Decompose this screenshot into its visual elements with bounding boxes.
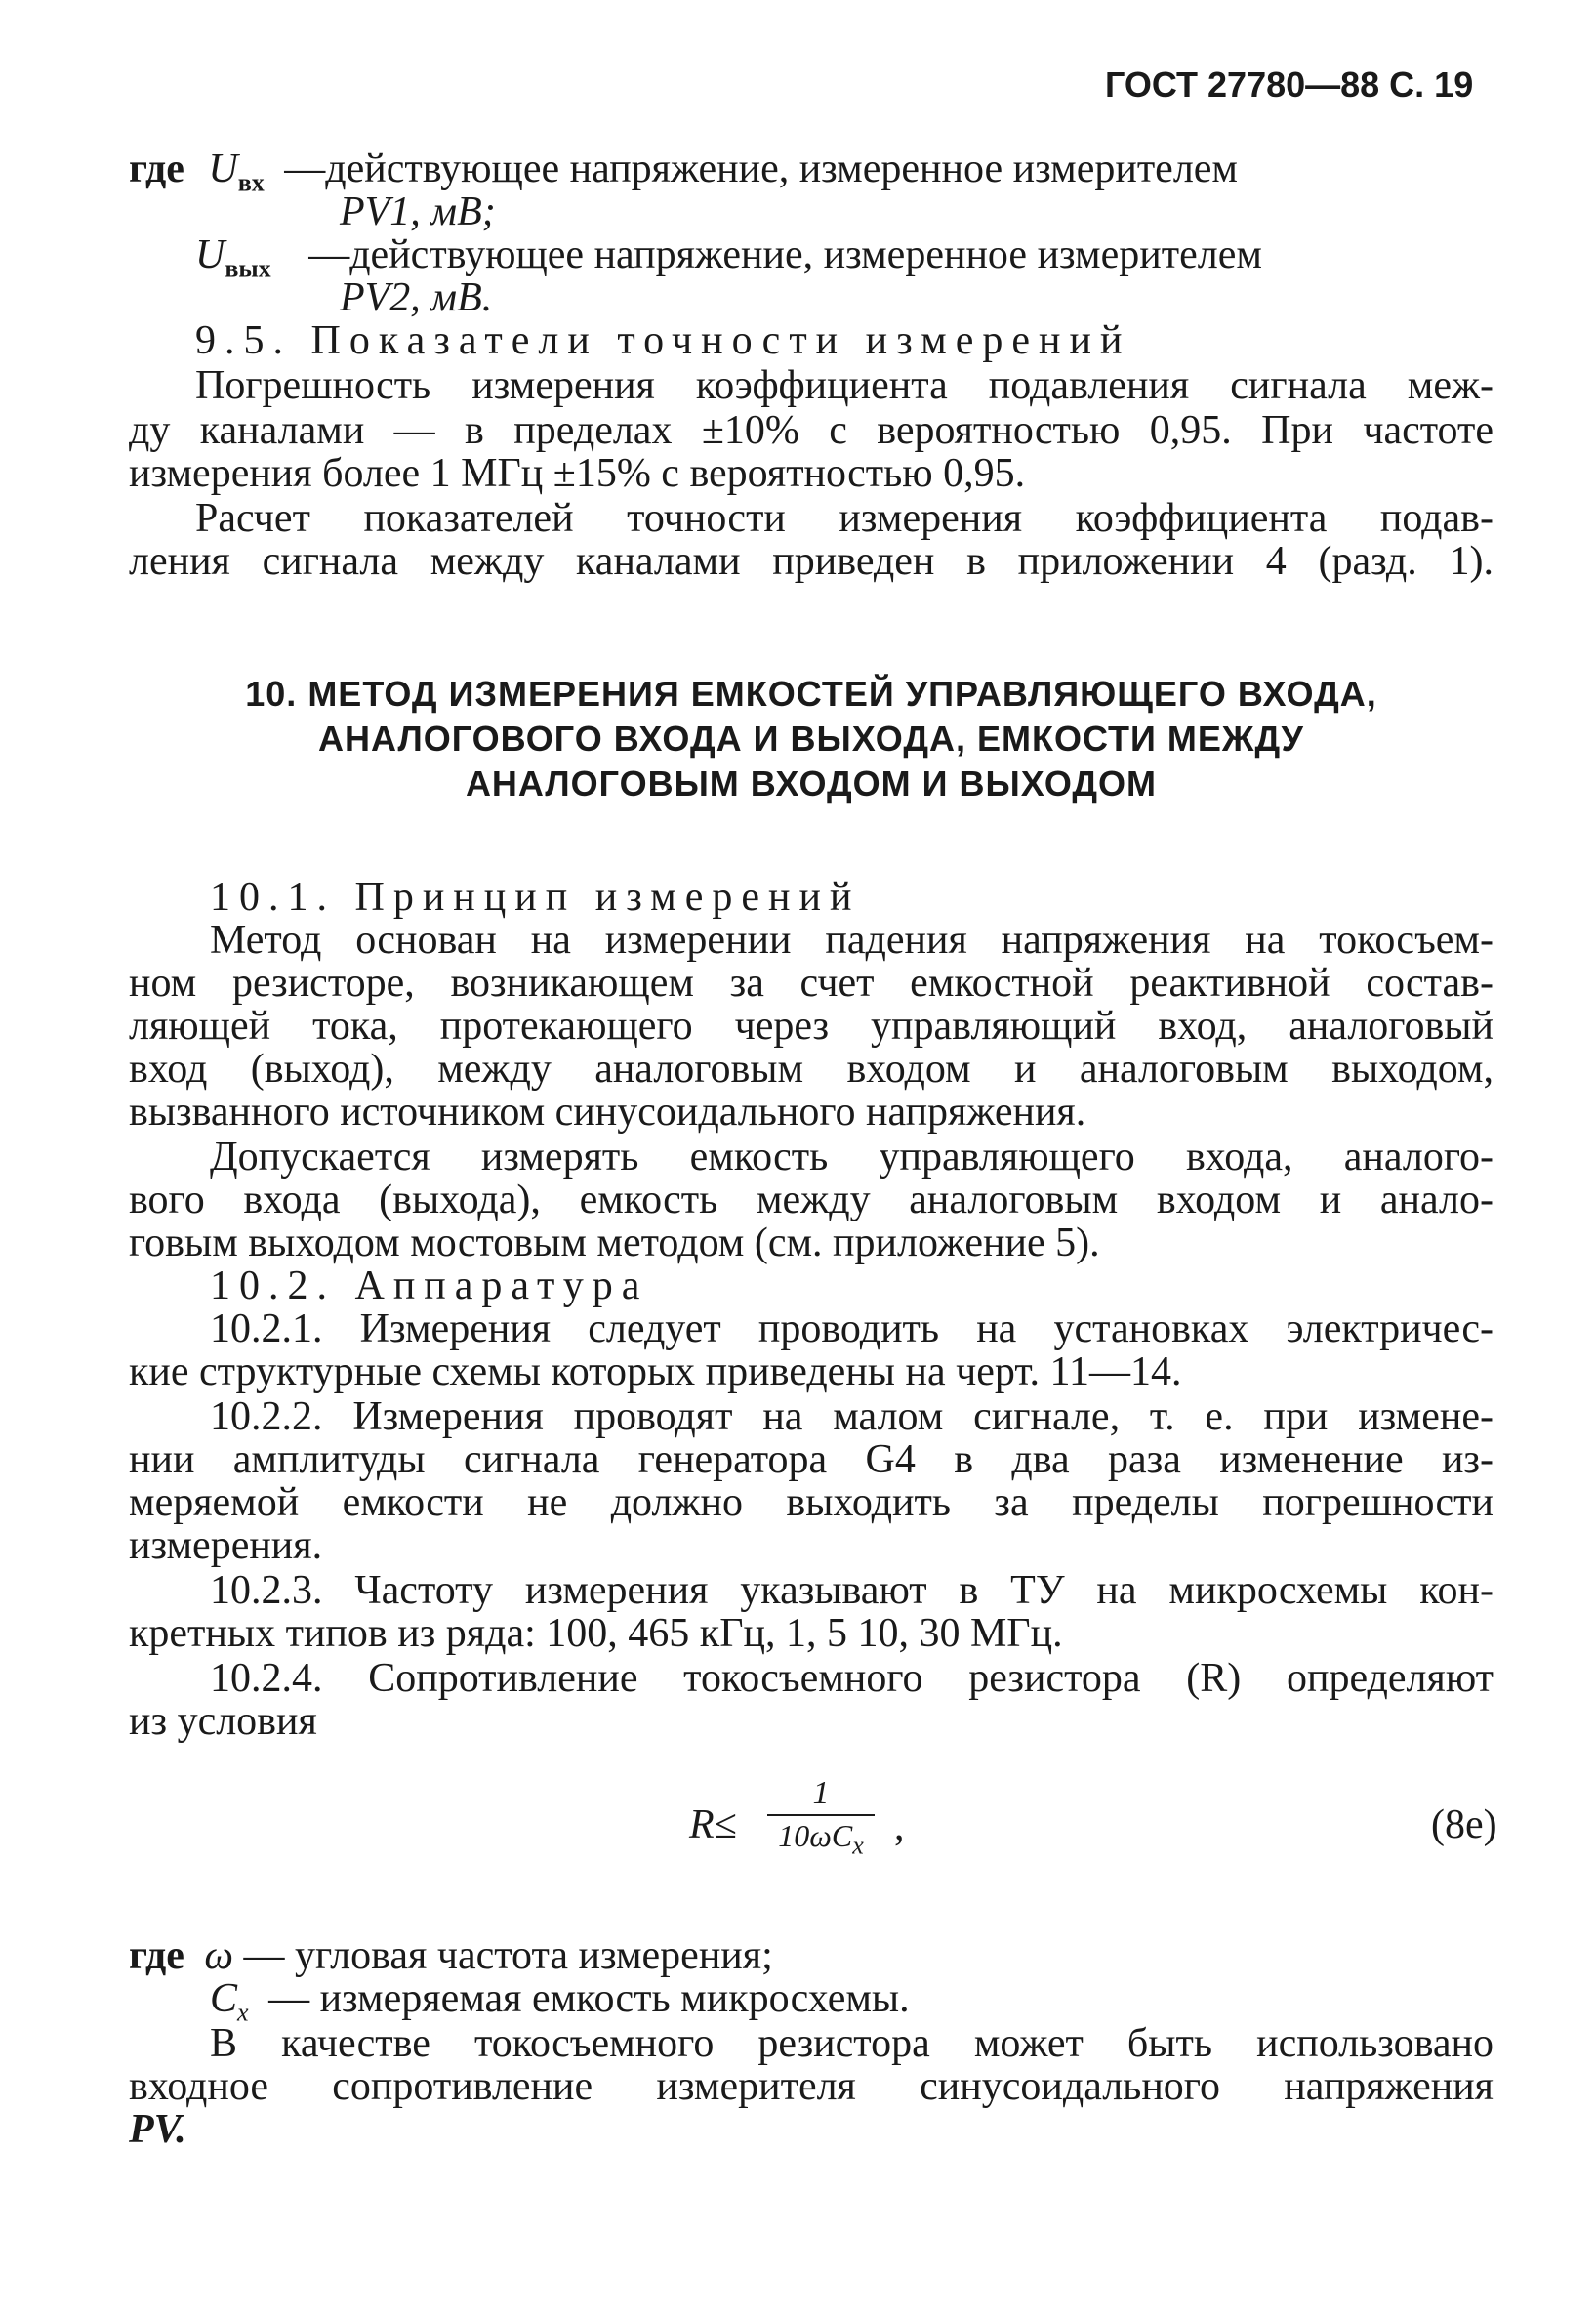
section-10-2-line: измерения. — [129, 1523, 323, 1568]
section-9-5-line: измерения более 1 МГц ±15% с вероятностью 0,95. — [129, 451, 1026, 496]
symbol-omega: ω — [204, 1933, 234, 1978]
section-10-2-line: 10.2.4. Сопротивление токосъемного резистора (R) определяют — [210, 1656, 1494, 1701]
final-para-line: В качестве токосъемного резистора может быть использовано — [210, 2021, 1494, 2066]
definition-uvyx-cont: PV2, мВ. — [340, 275, 493, 320]
definition-omega — [129, 1933, 773, 1978]
definition-uvx-cont: PV1, мВ; — [340, 189, 496, 234]
section-10-1-line: вход (выход), между аналоговым входом и аналоговым выходом, — [129, 1047, 1494, 1092]
definition-dash: — — [308, 232, 350, 277]
formula-trail: , — [894, 1804, 905, 1849]
section-10-1-title: 10.1. Принцип измерений — [210, 875, 861, 920]
symbol-subscript: вх — [237, 168, 265, 197]
section-10-2-title: 10.2. Аппаратура — [210, 1263, 649, 1308]
definition-lead: где — [129, 146, 184, 191]
section-10-2-line: нии амплитуды сигнала генератора G4 в два раза изменение из- — [129, 1437, 1494, 1482]
definition-dash: — — [284, 146, 326, 191]
section-9-5-title: 9.5. Показатели точности измерений — [195, 318, 1131, 363]
definition-text: действующее напряжение, измеренное измерителем — [325, 146, 1238, 191]
definition-text: действующее напряжение, измеренное измерителем — [349, 232, 1262, 277]
symbol-subscript: вых — [225, 254, 271, 283]
final-para-line: PV. — [129, 2107, 186, 2152]
section-10-1-line: говым выходом мостовым методом (см. приложение 5). — [129, 1221, 1100, 1265]
symbol-u: U — [195, 232, 225, 277]
section-9-5-line: Расчет показателей точности измерения коэффициента подав- — [195, 496, 1494, 541]
running-header: ГОСТ 27780—88 С. 19 — [1105, 64, 1474, 104]
section-10-1-line: ном резисторе, возникающем за счет емкостной реактивной состав- — [129, 961, 1494, 1006]
formula-denominator-sub: x — [852, 1831, 864, 1860]
section-10-2-line: кие структурные схемы которых приведены на черт. 11—14. — [129, 1349, 1182, 1394]
section-9-5-line: Погрешность измерения коэффициента подавления сигнала меж- — [195, 363, 1494, 408]
formula-lhs: R≤ — [689, 1802, 737, 1847]
section-10-1-line: Метод основан на измерении падения напряжения на токосъем- — [210, 918, 1494, 963]
section-9-5-line: ду каналами — в пределах ±10% с вероятностью 0,95. При частоте — [129, 408, 1494, 453]
formula-denominator-text: 10ωC — [778, 1818, 853, 1853]
section-10-heading-line: АНАЛОГОВОГО ВХОДА И ВЫХОДА, ЕМКОСТИ МЕЖДУ — [318, 719, 1304, 759]
section-10-1-line: Допускается измерять емкость управляющего входа, аналого- — [210, 1135, 1494, 1179]
formula-numerator: 1 — [812, 1775, 830, 1811]
section-10-1-line: вызванного источником синусоидального напряжения. — [129, 1090, 1086, 1135]
section-10-2-line: кретных типов из ряда: 100, 465 кГц, 1, 5 10, 30 МГц. — [129, 1611, 1063, 1656]
fraction-bar — [767, 1814, 875, 1816]
section-10-1-line: ляющей тока, протекающего через управляющий вход, аналоговый — [129, 1004, 1494, 1049]
section-10-heading-line: АНАЛОГОВЫМ ВХОДОМ И ВЫХОДОМ — [465, 764, 1158, 804]
section-9-5-line: ления сигнала между каналами приведен в приложении 4 (разд. 1). — [129, 539, 1494, 584]
formula-number: (8е) — [1431, 1802, 1497, 1847]
symbol-c: C — [210, 1976, 238, 2021]
formula-fraction — [767, 1775, 875, 1860]
section-10-2-line: 10.2.3. Частоту измерения указывают в ТУ на микросхемы кон- — [210, 1568, 1494, 1613]
section-10-2-line: 10.2.1. Измерения следует проводить на установках электричес- — [210, 1306, 1494, 1351]
symbol-subscript: x — [237, 1998, 249, 2027]
definition-text: — измеряемая емкость микросхемы. — [268, 1976, 910, 2021]
final-para-line: входное сопротивление измерителя синусоидального напряжения — [129, 2064, 1494, 2109]
symbol-u: U — [208, 146, 238, 191]
definition-uvx — [129, 146, 1238, 205]
definition-lead: где — [129, 1933, 184, 1978]
section-10-2-line: 10.2.2. Измерения проводят на малом сигнале, т. е. при измене- — [210, 1394, 1494, 1439]
definition-text: — угловая частота измерения; — [243, 1933, 773, 1978]
section-10-2-line: меряемой емкости не должно выходить за пределы погрешности — [129, 1480, 1494, 1525]
section-10-2-line: из условия — [129, 1699, 317, 1744]
formula-denominator — [767, 1818, 875, 1860]
section-10-1-line: вого входа (выхода), емкость между аналоговым входом и анало- — [129, 1178, 1494, 1222]
section-10-heading-line: 10. МЕТОД ИЗМЕРЕНИЯ ЕМКОСТЕЙ УПРАВЛЯЮЩЕГО ВХОДА, — [245, 674, 1377, 714]
